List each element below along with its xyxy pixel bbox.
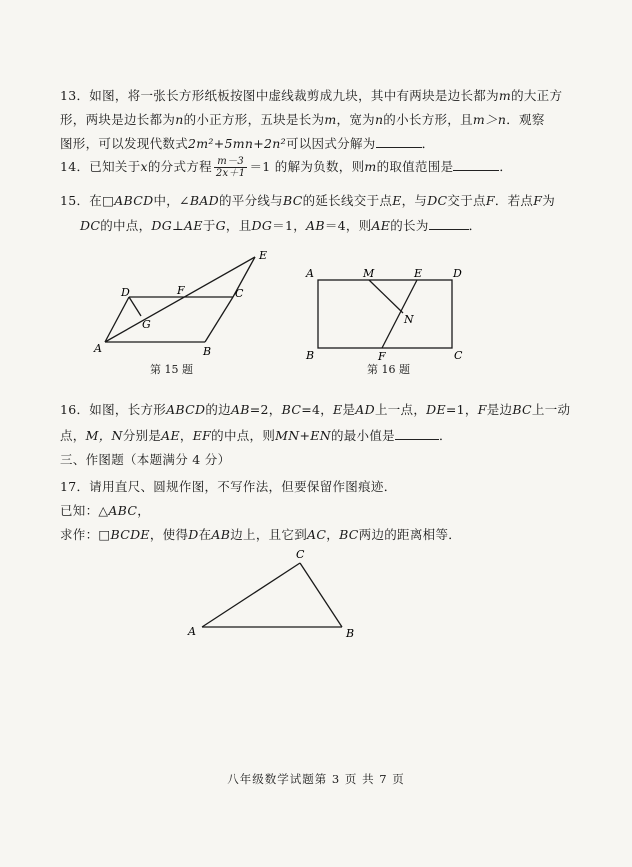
q13-line-1	[60, 86, 562, 104]
segment-bc	[205, 297, 233, 342]
label-a: A	[188, 625, 196, 638]
q17-requirement	[60, 525, 461, 543]
q16-text: =4，	[301, 402, 334, 417]
figure-17	[180, 545, 370, 645]
q17-var: AB	[211, 527, 231, 542]
figure-15-caption: 第 15 题	[150, 363, 193, 376]
label-f: F	[177, 284, 185, 297]
q15-text: 交于点	[447, 193, 486, 208]
label-d: D	[453, 267, 462, 280]
q14-text: ．	[499, 159, 513, 174]
q15-text: ＝1，	[272, 218, 306, 233]
label-e: E	[259, 249, 268, 262]
q16-text: 的边	[205, 402, 231, 417]
q15-var: F	[485, 193, 495, 208]
label-c: C	[235, 287, 244, 300]
var-m: m	[498, 88, 512, 103]
segment-dg	[129, 297, 141, 316]
q17-text: ，使得	[149, 527, 189, 542]
q15-var: BAD	[189, 193, 219, 208]
q17-var: BC	[339, 527, 359, 542]
q16-var: AD	[355, 402, 375, 417]
var-n: n	[374, 112, 384, 127]
q15-var: DC	[80, 218, 101, 233]
q16-text: =2，	[249, 402, 282, 417]
var-n: n	[175, 112, 184, 127]
expression: 2m²+5mn+2n²	[188, 136, 286, 151]
q16-text: 的中点，则	[211, 428, 276, 443]
q16-var: E	[333, 402, 343, 417]
q13-text: 的大正方	[511, 88, 563, 103]
q17-var: BCDE	[110, 527, 150, 542]
q16-text: ．	[438, 428, 452, 443]
q16-var: EF	[192, 428, 212, 443]
q16-var: DE	[426, 402, 446, 417]
q15-var: F	[533, 193, 543, 208]
q16-text: 点，	[60, 428, 86, 443]
q15-text: 的平分线与	[218, 193, 283, 208]
q15-text: 的中点，	[100, 218, 152, 233]
q16-text: 是	[342, 402, 356, 417]
q16-var: ABCD	[166, 402, 206, 417]
q16-var: F	[477, 402, 487, 417]
q13-text: 形，两块是边长都为	[60, 112, 176, 127]
label-n: N	[404, 313, 414, 326]
q16-text: 上一动	[531, 402, 571, 417]
segment-bc	[300, 563, 342, 627]
figure-16	[302, 264, 472, 362]
q17-text: ，	[137, 503, 151, 518]
section-heading: 三、作图题（本题满分 4 分）	[60, 452, 231, 467]
q17-text: 求作：□	[60, 527, 111, 542]
label-c: C	[296, 548, 305, 561]
q15-text: 中，∠	[153, 193, 190, 208]
figure-15	[85, 245, 295, 360]
q13-line-2	[60, 110, 545, 128]
figure-16-caption: 第 16 题	[367, 363, 410, 376]
q16-text: 是边	[486, 402, 513, 417]
q17-text: 在	[198, 527, 212, 542]
q15-text: ，且	[225, 218, 252, 233]
q13-text: 的小正方形，五块是长为	[183, 112, 325, 127]
q15-var: AB	[306, 218, 325, 233]
segment-ca	[202, 563, 300, 627]
answer-blank[interactable]	[395, 427, 439, 440]
page-footer: 八年级数学试题第 3 页 共 7 页	[227, 772, 405, 786]
label-m: M	[363, 267, 375, 280]
answer-blank[interactable]	[453, 158, 499, 171]
q13-text: 图形，可以发现代数式	[60, 136, 189, 151]
q15-var: E	[392, 193, 402, 208]
q15-text: 为	[542, 193, 556, 208]
q16-var: AE	[161, 428, 180, 443]
q15-var: AE	[371, 218, 391, 233]
q14-text: 的取值范围是	[376, 159, 454, 174]
q15-line-2	[80, 216, 481, 234]
q17-var: AC	[307, 527, 327, 542]
fraction-numerator: m－3	[214, 156, 248, 168]
q14-text: 14．已知关于	[60, 159, 141, 174]
q17-text: 边上，且它到	[230, 527, 308, 542]
q16-text: =1，	[445, 402, 478, 417]
answer-blank[interactable]	[429, 217, 469, 230]
label-g: G	[142, 318, 151, 331]
q15-text: 15．在□	[60, 193, 115, 208]
label-e: E	[414, 267, 423, 280]
q17-known	[60, 501, 150, 519]
q15-text: 的长为	[390, 218, 429, 233]
q13-text: 13．如图，将一张长方形纸板按图中虚线裁剪成九块，其中有两块是边长都为	[60, 88, 499, 103]
rectangle-abcd	[318, 280, 452, 348]
q16-text: 分别是	[122, 428, 162, 443]
q15-text: 于	[202, 218, 216, 233]
q16-text: 的最小值是	[330, 428, 395, 443]
q14-text: 的分式方程	[147, 159, 212, 174]
q13-text: 的小长方形，且	[383, 112, 473, 127]
q15-text: ．	[468, 218, 482, 233]
label-b: B	[306, 349, 315, 362]
q16-var: BC	[281, 402, 302, 417]
label-d: D	[121, 286, 130, 299]
segment-mn	[369, 280, 403, 313]
q16-line-2	[60, 426, 452, 444]
q17-var: ABC	[108, 503, 138, 518]
q14-text: ＝1 的解为负数，则	[249, 159, 365, 174]
var-x: x	[140, 159, 148, 174]
q15-var: DG	[251, 218, 273, 233]
condition: m＞n	[472, 112, 507, 127]
q15-text: ＝4，则	[324, 218, 372, 233]
q16-text: 16．如图，长方形	[60, 402, 167, 417]
q13-text: 可以因式分解为	[285, 136, 376, 151]
q15-var: G	[215, 218, 226, 233]
label-b: B	[203, 345, 212, 358]
q16-line-1	[60, 400, 570, 418]
label-f: F	[378, 350, 386, 362]
q13-line-3	[60, 134, 434, 152]
q15-var: DG⊥AE	[151, 218, 203, 233]
label-b: B	[346, 627, 355, 640]
q16-var: BC	[512, 402, 532, 417]
q17-instruction: 17．请用直尺、圆规作图，不写作法，但要保留作图痕迹．	[60, 479, 397, 494]
q17-text: ，	[326, 527, 340, 542]
q15-var: ABCD	[114, 193, 154, 208]
var-m: m	[324, 112, 337, 127]
q13-text: ，宽为	[336, 112, 375, 127]
q15-var: BC	[282, 193, 303, 208]
q16-var: MN+EN	[275, 428, 331, 443]
q13-text: ．观察	[506, 112, 545, 127]
q17-text: 两边的距离相等．	[358, 527, 462, 542]
fraction-denominator: 2x＋1	[215, 168, 246, 179]
var-m: m	[364, 159, 377, 174]
q16-text: 上一点，	[374, 402, 427, 417]
label-a: A	[306, 267, 314, 280]
answer-blank[interactable]	[376, 135, 422, 148]
q15-text: ．若点	[494, 193, 534, 208]
q16-var: M，N	[85, 428, 123, 443]
q13-text: ．	[421, 136, 435, 151]
q16-var: AB	[230, 402, 250, 417]
q14-line	[60, 156, 512, 179]
label-a: A	[94, 342, 102, 355]
q17-var: D	[188, 527, 199, 542]
q15-text: 的延长线交于点	[302, 193, 393, 208]
q15-var: DC	[427, 193, 448, 208]
q15-text: ，与	[401, 193, 428, 208]
fraction	[214, 156, 248, 179]
q15-line-1	[60, 191, 555, 209]
q17-text: 已知：△	[60, 503, 109, 518]
q16-text: ，	[179, 428, 193, 443]
label-c: C	[454, 349, 463, 362]
